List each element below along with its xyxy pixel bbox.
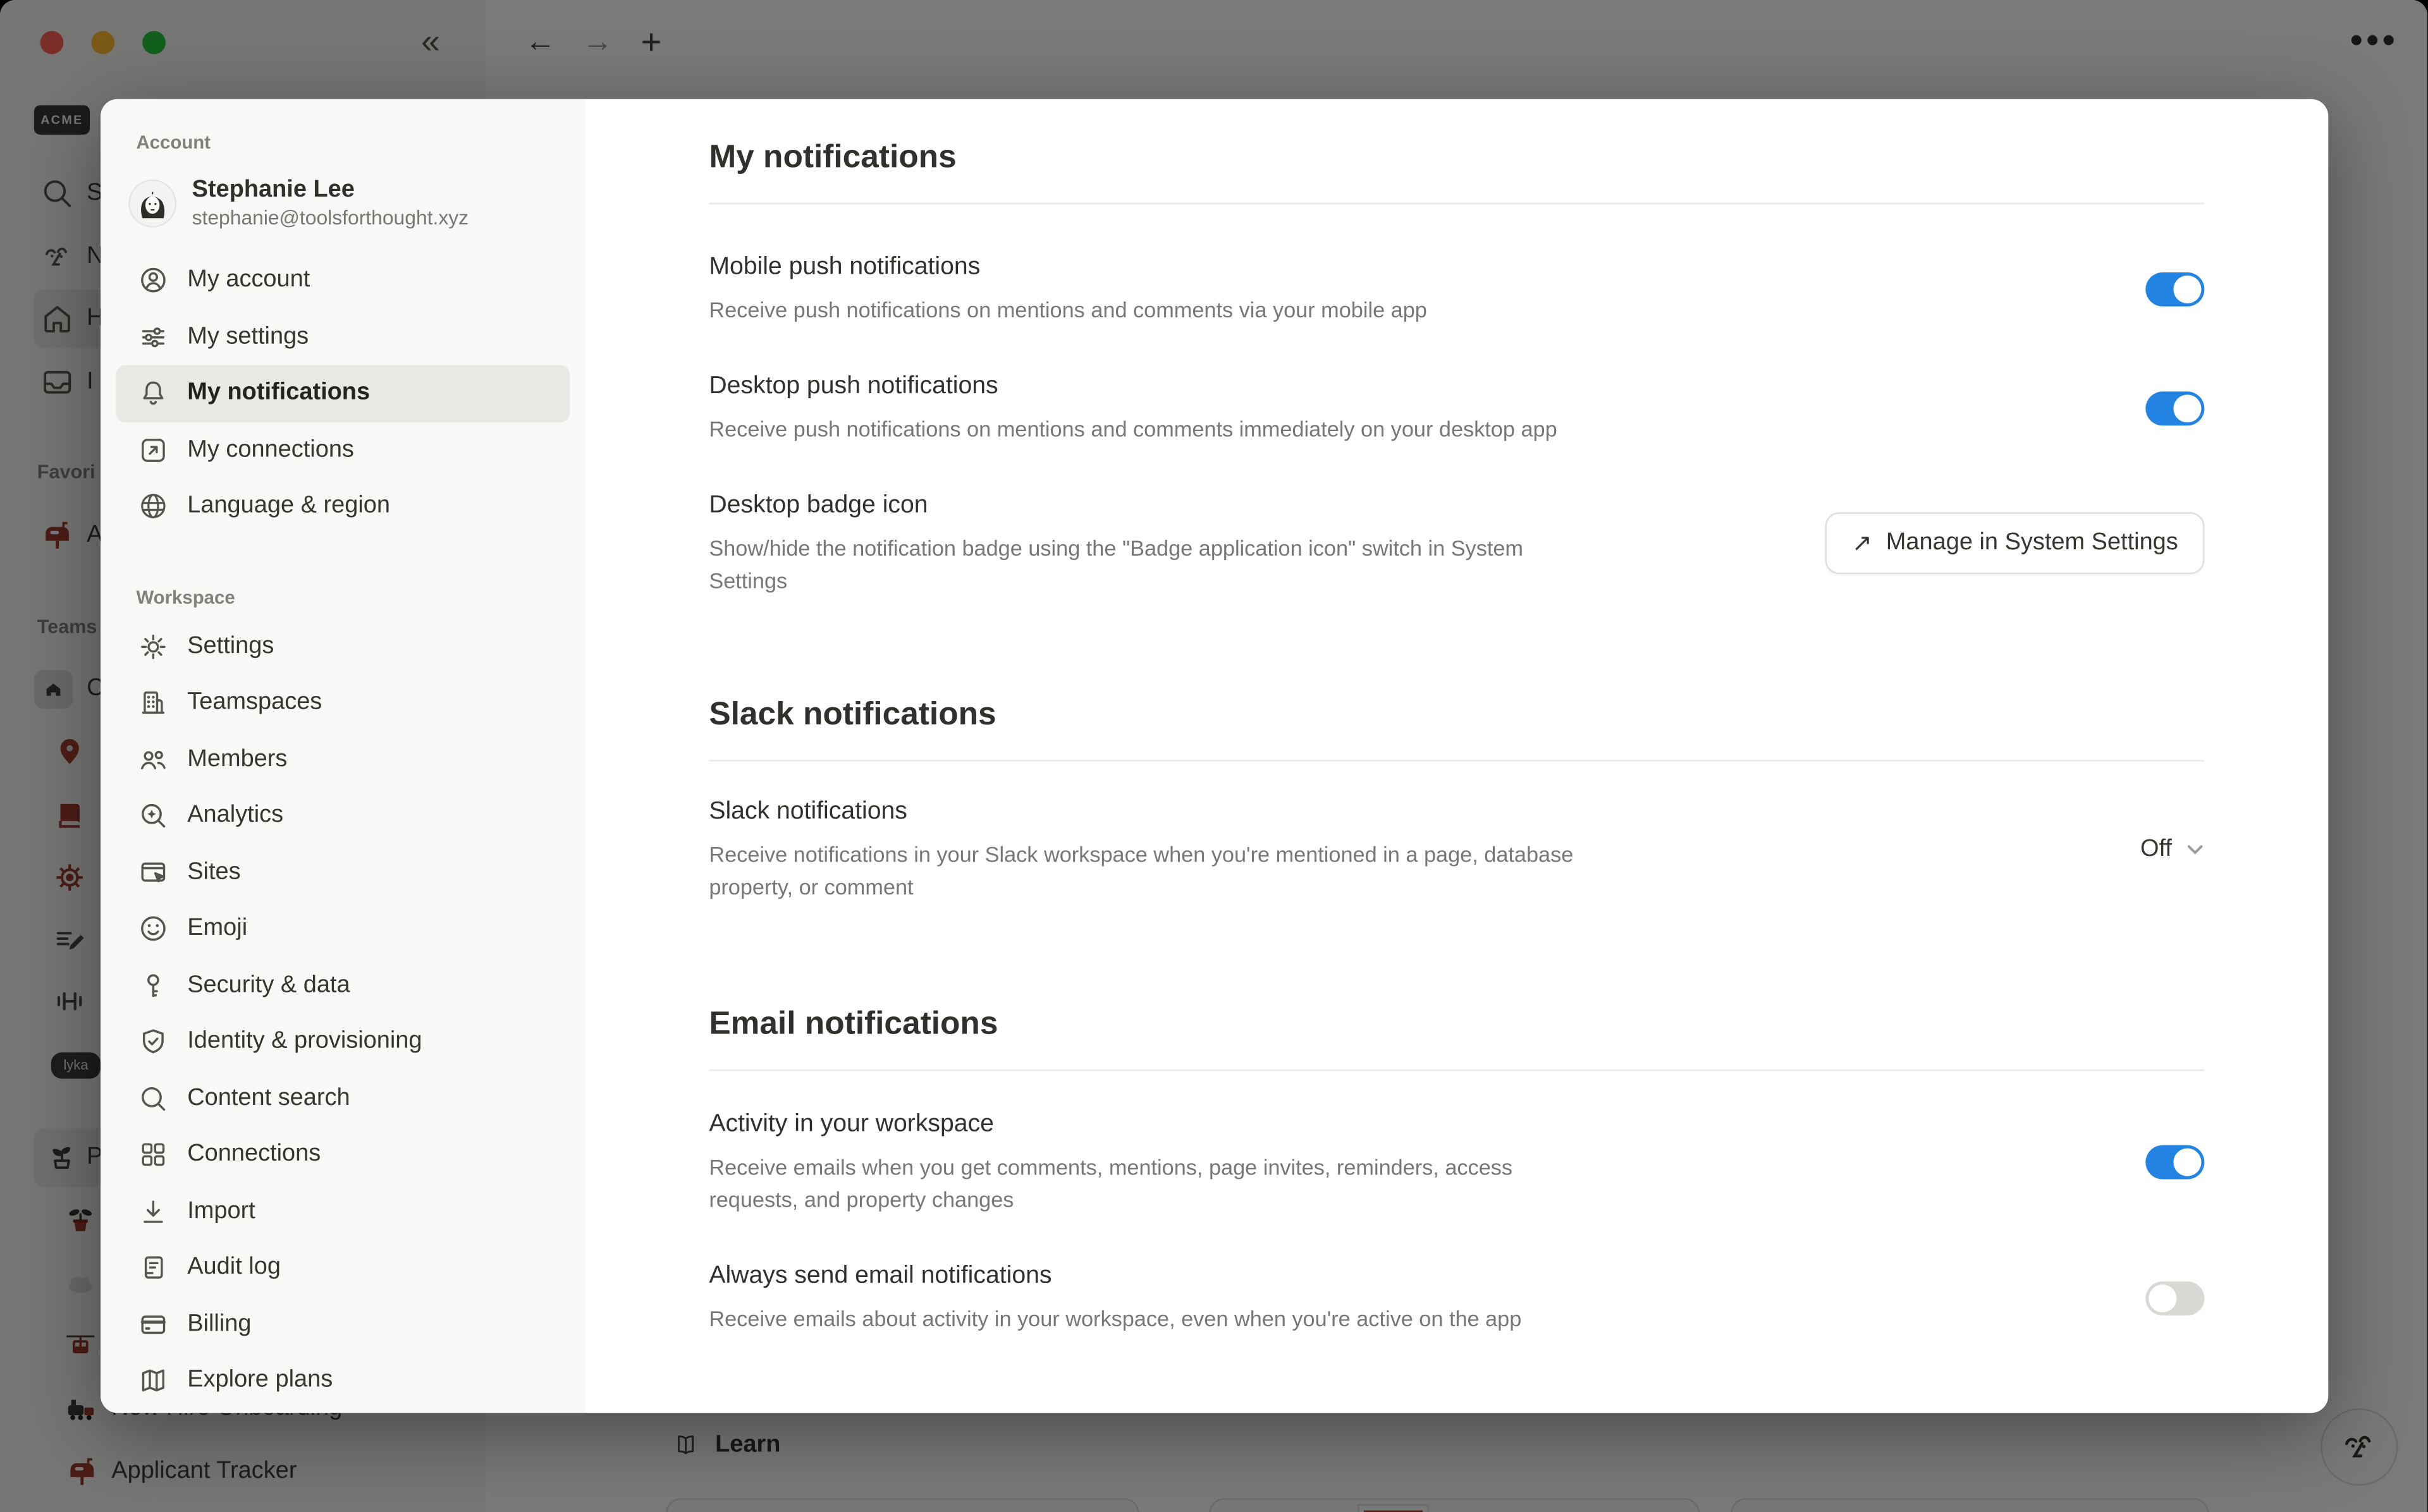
bell-icon (138, 378, 169, 409)
setting-row-desktop-push: Desktop push notifications Receive push notifications on mentions and comments immediately on your desktop app (709, 370, 2204, 446)
mobile-push-toggle[interactable] (2145, 272, 2204, 306)
settings-nav-my-account[interactable]: My account (116, 252, 570, 308)
sliders-icon (138, 322, 169, 353)
gear-icon (138, 631, 169, 662)
setting-row-desktop-badge: Desktop badge icon Show/hide the notification badge using the "Badge application icon" switch in System Settings ↗ Manage in System Settings (709, 489, 2204, 597)
arrow-up-right-icon: ↗ (1851, 530, 1872, 557)
map-icon (138, 1365, 169, 1396)
scroll-icon (138, 1252, 169, 1283)
settings-nav-connections[interactable]: Connections (116, 1126, 570, 1183)
settings-nav-analytics[interactable]: Analytics (116, 788, 570, 844)
settings-sidebar (101, 99, 585, 1413)
magnifier-sparkle-icon (138, 800, 169, 831)
slack-notifications-dropdown[interactable]: Off (2140, 836, 2204, 863)
avatar (130, 180, 175, 225)
settings-nav-sites[interactable]: Sites (116, 844, 570, 901)
settings-nav-emoji[interactable]: Emoji (116, 901, 570, 957)
settings-nav-explore-plans[interactable]: Explore plans (116, 1353, 570, 1409)
settings-nav-teamspaces[interactable]: Teamspaces (116, 674, 570, 731)
activity-email-toggle[interactable] (2145, 1145, 2204, 1180)
account-user-row[interactable] (130, 175, 570, 231)
settings-nav-language-region[interactable]: Language & region (116, 479, 570, 535)
globe-icon (138, 491, 169, 522)
setting-row-mobile-push: Mobile push notifications Receive push notifications on mentions and comments via your mobile app (709, 251, 2204, 327)
user-circle-icon (138, 265, 169, 296)
section-title-email-notifications: Email notifications (709, 1006, 998, 1042)
account-section-header: Account (136, 131, 211, 154)
setting-row-slack: Slack notifications Receive notifications in your Slack workspace when you're mentioned in a page, database property, or comment Off (709, 795, 2204, 903)
settings-content (585, 99, 2328, 1413)
key-icon (138, 970, 169, 1001)
settings-nav-my-connections[interactable]: My connections (116, 422, 570, 478)
settings-nav-my-settings[interactable]: My settings (116, 308, 570, 365)
magnifier-icon (138, 1083, 169, 1114)
divider (709, 1070, 2204, 1071)
credit-card-icon (138, 1309, 169, 1340)
settings-nav-audit-log[interactable]: Audit log (116, 1240, 570, 1296)
divider (709, 760, 2204, 761)
workspace-section-header: Workspace (136, 585, 235, 607)
shield-check-icon (138, 1027, 169, 1058)
setting-row-always-send: Always send email notifications Receive emails about activity in your workspace, even when you're active on the app (709, 1260, 2204, 1336)
grid-icon (138, 1140, 169, 1171)
settings-nav-billing[interactable]: Billing (116, 1296, 570, 1352)
divider (709, 203, 2204, 204)
settings-nav-import[interactable]: Import (116, 1183, 570, 1240)
manage-system-settings-button[interactable]: ↗ Manage in System Settings (1825, 512, 2204, 574)
building-icon (138, 688, 169, 719)
setting-row-activity: Activity in your workspace Receive emails when you get comments, mentions, page invites, reminders, access requests, and property changes (709, 1108, 2204, 1216)
user-name: Stephanie Lee (192, 176, 355, 203)
section-title-my-notifications: My notifications (709, 139, 957, 175)
browser-cursor-icon (138, 857, 169, 888)
members-icon (138, 744, 169, 775)
section-title-slack-notifications: Slack notifications (709, 696, 996, 733)
settings-nav-settings[interactable]: Settings (116, 618, 570, 674)
settings-nav-security-data[interactable]: Security & data (116, 957, 570, 1013)
settings-nav-my-notifications[interactable]: My notifications (116, 365, 570, 422)
always-send-email-toggle[interactable] (2145, 1281, 2204, 1315)
chevron-down-icon (2186, 840, 2204, 858)
user-email: stephanie@toolsforthought.xyz (192, 205, 469, 229)
settings-modal (101, 99, 2328, 1413)
settings-nav-content-search[interactable]: Content search (116, 1070, 570, 1126)
settings-nav-identity-provisioning[interactable]: Identity & provisioning (116, 1014, 570, 1070)
smiley-icon (138, 913, 169, 944)
arrow-up-right-box-icon (138, 434, 169, 465)
settings-nav-members[interactable]: Members (116, 731, 570, 788)
download-arrow-icon (138, 1196, 169, 1227)
desktop-push-toggle[interactable] (2145, 391, 2204, 425)
